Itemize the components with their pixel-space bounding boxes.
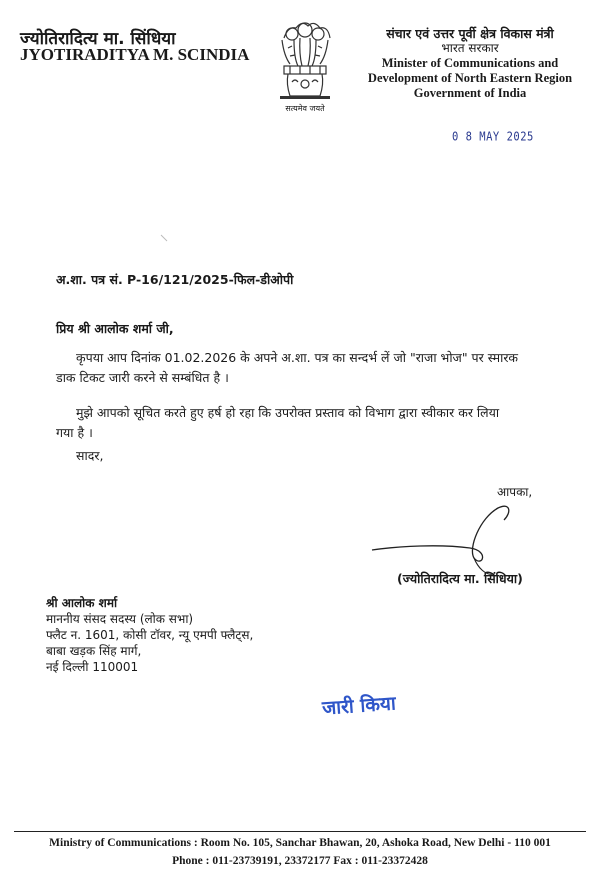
minister-name-english: JYOTIRADITYA M. SCINDIA	[20, 45, 250, 64]
government-hindi: भारत सरकार	[441, 41, 499, 55]
addressee-designation: माननीय संसद सदस्य (लोक सभा)	[46, 612, 194, 626]
ministry-header	[350, 26, 590, 101]
addressee-address-line-3: नई दिल्ली 110001	[46, 660, 139, 674]
issued-stamp: जारी किया	[321, 692, 397, 720]
minister-name-hindi: ज्योतिरादित्य मा. सिंधिया	[20, 29, 176, 49]
minister-title-hindi: संचार एवं उत्तर पूर्वी क्षेत्र विकास मंत्री	[386, 26, 554, 41]
paragraph-2-line-1: मुझे आपको सूचित करते हुए हर्ष हो रहा कि उपरोक्त प्रस्ताव को विभाग द्वारा स्वीकार कर लिया	[76, 405, 500, 420]
state-emblem-icon	[270, 18, 340, 104]
paragraph-1-line-1: कृपया आप दिनांक 01.02.2026 के अपने अ.शा. पत्र का सन्दर्भ लें जो "राजा भोज" पर स्मारक	[76, 350, 519, 365]
footer-address: Ministry of Communications : Room No. 105, Sanchar Bhawan, 20, Ashoka Road, New Delhi - 110 001	[49, 837, 551, 849]
minister-title-english-line1: Minister of Communications and	[381, 56, 559, 70]
date-stamp: 0 8 MAY 2025	[452, 130, 534, 144]
addressee-address-line-1: फ्लैट न. 1601, कोसी टॉवर, न्यू एमपी फ्लैट्स,	[46, 628, 254, 642]
emblem-motto: सत्यमेव जयते	[285, 104, 325, 113]
closing: सादर,	[76, 448, 104, 463]
government-english: Government of India	[413, 86, 527, 100]
addressee-block	[46, 595, 253, 675]
addressee-address-line-2: बाबा खड़क सिंह मार्ग,	[46, 644, 142, 658]
minister-title-english-line2: Development of North Eastern Region	[367, 71, 573, 85]
signatory-name: (ज्योतिरादित्य मा. सिंधिया)	[397, 571, 523, 586]
addressee-name: श्री आलोक शर्मा	[46, 596, 118, 610]
paragraph-2-line-2: गया है ।	[56, 425, 93, 440]
salutation: प्रिय श्री आलोक शर्मा जी,	[56, 321, 174, 336]
yours-sincerely: आपका,	[497, 485, 533, 499]
signature	[370, 498, 520, 578]
footer-divider	[14, 831, 586, 832]
paragraph-1-line-2: डाक टिकट जारी करने से सम्बंधित है ।	[56, 370, 229, 385]
reference-number: अ.शा. पत्र सं. P-16/121/2025-फिल-डीओपी	[56, 272, 294, 287]
footer-phone: Phone : 011-23739191, 23372177 Fax : 011-23372428	[172, 855, 428, 867]
scan-mark	[160, 234, 168, 242]
